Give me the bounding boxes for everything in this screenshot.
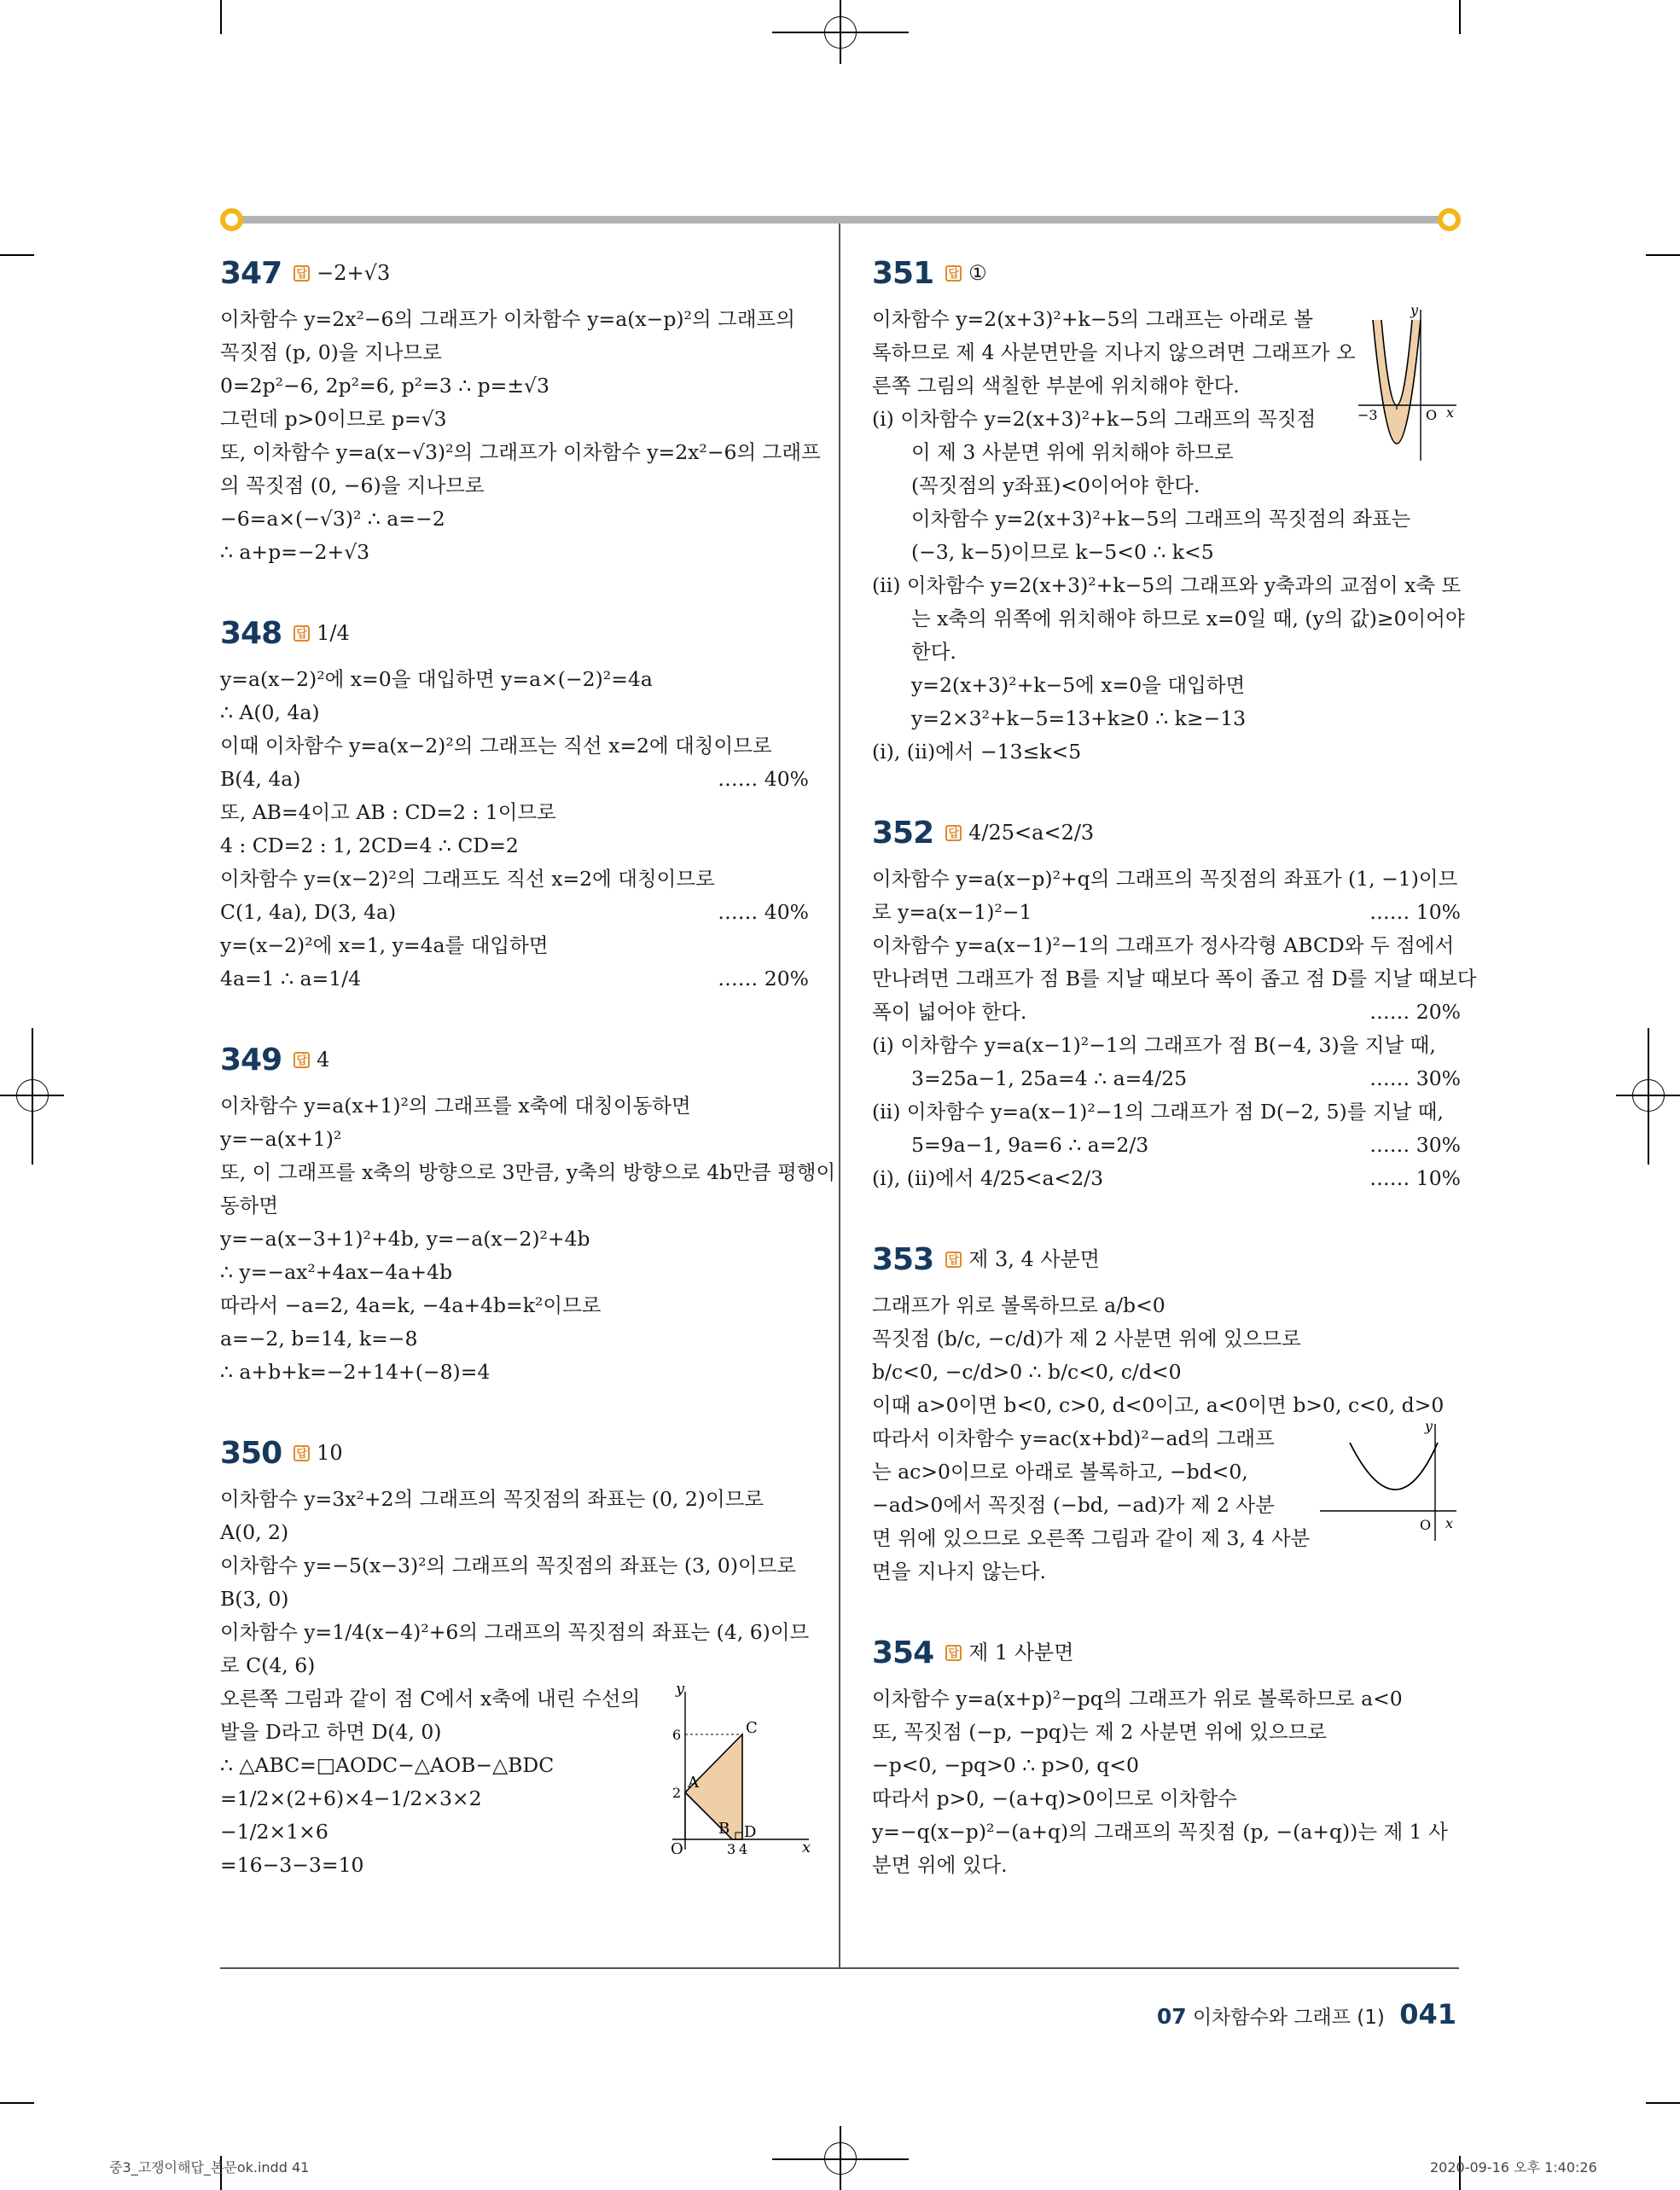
solution-line	[872, 1749, 1461, 1782]
registration-mark	[824, 16, 857, 49]
problem-347	[220, 252, 821, 569]
score-percent: …… 30%	[1369, 1066, 1461, 1090]
solution-line	[872, 1062, 1461, 1095]
crop-mark	[0, 254, 34, 256]
line-text: 이차함수 y=3x²+2의 그래프의 꼭짓점의 좌표는 (0, 2)이므로	[220, 1487, 764, 1511]
solution-line	[220, 336, 809, 369]
solution-line	[220, 1649, 809, 1682]
crop-mark	[1646, 2102, 1680, 2104]
problem-number: 350	[220, 1435, 282, 1471]
solution-line	[872, 929, 1461, 962]
fig-label: O	[1426, 407, 1438, 423]
line-text: 는 ac>0이므로 아래로 볼록하고, −bd<0,	[872, 1460, 1248, 1484]
line-text: 이차함수 y=(x−2)²의 그래프도 직선 x=2에 대칭이므로	[220, 867, 715, 891]
solution	[220, 1089, 836, 1389]
line-text: 한다.	[911, 640, 956, 664]
solution-line	[872, 1782, 1461, 1815]
line-text: 이때 이차함수 y=a(x−2)²의 그래프는 직선 x=2에 대칭이므로	[220, 734, 772, 758]
solution-line	[872, 1289, 1461, 1322]
answer: 4/25<a<2/3	[968, 820, 1095, 845]
fig-label: O	[1420, 1517, 1432, 1533]
solution	[872, 863, 1477, 1195]
score-percent: …… 20%	[1369, 1000, 1461, 1024]
solution-line	[220, 829, 809, 863]
problem-number: 353	[872, 1241, 934, 1277]
line-text: =1/2×(2+6)×4−1/2×3×2	[220, 1786, 482, 1810]
line-text: ∴ △ABC=□AODC−△AOB−△BDC	[220, 1753, 555, 1777]
parabola-figure	[1316, 1417, 1461, 1545]
bottom-rule	[220, 1967, 1459, 1969]
solution-line	[872, 1849, 1461, 1882]
problem-number: 354	[872, 1635, 934, 1670]
problem-number: 349	[220, 1042, 282, 1078]
line-text: (i), (ii)에서 4/25<a<2/3	[872, 1166, 1104, 1190]
line-text: 이차함수 y=a(x−1)²−1의 그래프가 정사각형 ABCD와 두 점에서	[872, 933, 1455, 957]
fig-label: x	[1445, 1515, 1454, 1531]
fig-label: 4	[739, 1841, 748, 1854]
solution-line	[872, 896, 1461, 929]
page-footer	[1157, 1998, 1456, 2030]
slug-file: 중3_고쟁이해답_본문ok.indd 41	[109, 2159, 310, 2175]
answer: 10	[317, 1440, 343, 1465]
line-text: −ad>0에서 꼭짓점 (−bd, −ad)가 제 2 사분	[872, 1493, 1275, 1517]
score-percent: …… 30%	[1369, 1133, 1461, 1157]
answer-icon: 답	[294, 1445, 310, 1461]
score-percent: …… 20%	[718, 967, 809, 990]
problem-348	[220, 612, 809, 996]
chapter-number: 07	[1156, 2004, 1187, 2029]
fig-label: 3	[727, 1841, 736, 1854]
solution-line	[220, 696, 809, 729]
score-percent: …… 10%	[1369, 900, 1461, 924]
page-number: 041	[1399, 1998, 1456, 2030]
line-text: ∴ a+p=−2+√3	[220, 540, 370, 564]
line-text: y=(x−2)²에 x=1, y=4a를 대입하면	[220, 933, 549, 957]
solution-line	[872, 996, 1461, 1029]
line-text: 른쪽 그림의 색칠한 부분에 위치해야 한다.	[872, 374, 1240, 398]
problem-number: 352	[872, 815, 934, 851]
line-text: 오른쪽 그림과 같이 점 C에서 x축에 내린 수선의	[220, 1687, 641, 1711]
line-text: =16−3−3=10	[220, 1853, 364, 1877]
solution-line	[220, 962, 809, 996]
line-text: 4a=1 ∴ a=1/4	[220, 967, 362, 990]
line-text: 3=25a−1, 25a=4 ∴ a=4/25	[911, 1066, 1188, 1090]
solution-line	[872, 1555, 1461, 1589]
line-text: 또, 꼭짓점 (−p, −pq)는 제 2 사분면 위에 있으므로	[872, 1720, 1328, 1744]
score-percent: …… 40%	[718, 900, 809, 924]
solution-line	[220, 1256, 809, 1289]
line-text: 그런데 p>0이므로 p=√3	[220, 407, 447, 431]
answer-icon: 답	[294, 265, 310, 282]
solution-line	[872, 1356, 1461, 1389]
problem-349	[220, 1038, 836, 1389]
line-text: 분면 위에 있다.	[872, 1853, 1008, 1877]
solution-line	[220, 863, 809, 896]
line-text: y=a(x−2)²에 x=0을 대입하면 y=a×(−2)²=4a	[220, 667, 653, 691]
line-text: 면 위에 있으므로 오른쪽 그림과 같이 제 3, 4 사분	[872, 1526, 1311, 1550]
line-text: C(1, 4a), D(3, 4a)	[220, 900, 397, 924]
chapter-title: 이차함수와 그래프 (1)	[1192, 2007, 1385, 2029]
answer-icon: 답	[945, 1645, 962, 1661]
fig-label: x	[802, 1839, 811, 1854]
problem-number: 351	[872, 255, 934, 291]
line-text: 따라서 이차함수 y=ac(x+bd)²−ad의 그래프	[872, 1426, 1275, 1450]
triangle-figure	[664, 1683, 817, 1854]
solution-line	[872, 669, 1461, 702]
solution-line	[220, 1483, 809, 1516]
slug-date: 2020-09-16 오후 1:40:26	[1430, 2159, 1597, 2175]
line-text: 이차함수 y=2x²−6의 그래프가 이차함수 y=a(x−p)²의 그래프의	[220, 307, 795, 331]
solution-line	[220, 896, 809, 929]
line-text: y=2(x+3)²+k−5에 x=0을 대입하면	[911, 673, 1246, 697]
line-text: 이차함수 y=−5(x−3)²의 그래프의 꼭짓점의 좌표는 (3, 0)이므로	[220, 1554, 797, 1577]
problem-354	[872, 1631, 1461, 1882]
answer-icon: 답	[294, 1052, 310, 1068]
solution-line	[220, 763, 809, 796]
crop-mark	[1646, 254, 1680, 256]
solution-line	[872, 1029, 1461, 1062]
line-text: 따라서 −a=2, 4a=k, −4a+4b=k²이므로	[220, 1293, 602, 1317]
line-text: 이차함수 y=a(x−p)²+q의 그래프의 꼭짓점의 좌표가 (1, −1)이므	[872, 867, 1458, 891]
solution-line	[220, 1123, 809, 1156]
fig-label: y	[1425, 1418, 1433, 1434]
solution-line	[220, 536, 809, 569]
registration-mark	[16, 1079, 49, 1112]
answer: 4	[317, 1047, 330, 1072]
line-text: 또, AB=4이고 AB : CD=2 : 1이므로	[220, 800, 556, 824]
fig-label: 2	[672, 1785, 682, 1801]
problem-number: 348	[220, 615, 282, 651]
crop-mark	[0, 2102, 34, 2104]
solution-line	[872, 735, 1461, 769]
fig-label: C	[746, 1719, 758, 1737]
line-text: (−3, k−5)이므로 k−5<0 ∴ k<5	[911, 540, 1214, 564]
answer: 1/4	[317, 620, 350, 645]
solution-line	[220, 1089, 809, 1123]
solution	[220, 663, 809, 996]
fig-label: −3	[1357, 407, 1378, 423]
solution-line	[872, 1095, 1461, 1129]
fig-label: x	[1446, 404, 1455, 421]
solution-line	[220, 303, 809, 336]
header-bar	[229, 216, 1449, 224]
solution-line	[220, 436, 821, 469]
registration-mark	[824, 2142, 857, 2175]
fig-label: O	[671, 1840, 683, 1854]
line-text: 또, 이차함수 y=a(x−√3)²의 그래프가 이차함수 y=2x²−6의 그래프	[220, 440, 821, 464]
left-column	[220, 252, 836, 1925]
line-text: 만나려면 그래프가 점 B를 지날 때보다 폭이 좁고 점 D를 지날 때보다	[872, 967, 1477, 990]
solution-line	[220, 469, 809, 502]
fig-label: y	[676, 1683, 685, 1698]
column-divider	[839, 224, 840, 1968]
parabola-region-figure	[1354, 303, 1461, 465]
solution-line	[220, 1189, 809, 1223]
crop-mark	[220, 0, 222, 34]
line-text: y=2×3²+k−5=13+k≥0 ∴ k≥−13	[911, 706, 1247, 730]
solution-line	[220, 1322, 809, 1356]
line-text: 로 y=a(x−1)²−1	[872, 900, 1032, 924]
problem-351	[872, 252, 1465, 769]
line-text: 동하면	[220, 1194, 279, 1217]
solution-line	[872, 1815, 1461, 1849]
line-text: a=−2, b=14, k=−8	[220, 1327, 418, 1351]
solution-line	[872, 1129, 1461, 1162]
answer-icon: 답	[945, 265, 962, 282]
score-percent: …… 40%	[718, 767, 809, 791]
fig-label: y	[1410, 303, 1419, 318]
problem-353	[872, 1238, 1461, 1589]
line-text: 이차함수 y=2(x+3)²+k−5의 그래프는 아래로 볼	[872, 307, 1314, 331]
line-text: b/c<0, −c/d>0 ∴ b/c<0, c/d<0	[872, 1360, 1182, 1384]
line-text: A(0, 2)	[220, 1520, 289, 1544]
line-text: 는 x축의 위쪽에 위치해야 하므로 x=0일 때, (y의 값)≥0이어야	[911, 607, 1465, 630]
solution-line	[872, 536, 1461, 569]
line-text: 이차함수 y=2(x+3)²+k−5의 그래프의 꼭짓점의 좌표는	[911, 507, 1411, 531]
line-text: −1/2×1×6	[220, 1820, 328, 1844]
line-text: 로 C(4, 6)	[220, 1653, 316, 1677]
solution-line	[872, 1162, 1461, 1195]
line-text: (i) 이차함수 y=2(x+3)²+k−5의 그래프의 꼭짓점	[872, 407, 1317, 431]
line-text: −6=a×(−√3)² ∴ a=−2	[220, 507, 445, 531]
solution-line	[872, 1322, 1461, 1356]
line-text: 이차함수 y=a(x+1)²의 그래프를 x축에 대칭이동하면	[220, 1094, 691, 1118]
score-percent: …… 10%	[1369, 1166, 1461, 1190]
line-text: 5=9a−1, 9a=6 ∴ a=2/3	[911, 1133, 1149, 1157]
answer: ①	[968, 260, 987, 285]
solution-line	[872, 502, 1461, 536]
answer: 제 3, 4 사분면	[968, 1246, 1100, 1271]
solution-line	[220, 1583, 809, 1616]
line-text: ∴ y=−ax²+4ax−4a+4b	[220, 1260, 453, 1284]
solution-line	[872, 962, 1477, 996]
answer-icon: 답	[945, 825, 962, 841]
solution-line	[220, 663, 809, 696]
header-dot-left	[220, 208, 243, 231]
line-text: 꼭짓점 (p, 0)을 지나므로	[220, 340, 442, 364]
line-text: 이 제 3 사분면 위에 위치해야 하므로	[911, 440, 1234, 464]
line-text: ∴ A(0, 4a)	[220, 700, 320, 724]
line-text: −p<0, −pq>0 ∴ p>0, q<0	[872, 1753, 1139, 1777]
line-text: 록하므로 제 4 사분면만을 지나지 않으려면 그래프가 오	[872, 340, 1356, 364]
line-text: y=−a(x+1)²	[220, 1127, 342, 1151]
line-text: 꼭짓점 (b/c, −c/d)가 제 2 사분면 위에 있으므로	[872, 1327, 1301, 1351]
line-text: (ii) 이차함수 y=2(x+3)²+k−5의 그래프와 y축과의 교점이 x축 또	[872, 573, 1462, 597]
solution-line	[220, 502, 809, 536]
solution-line	[220, 403, 809, 436]
line-text: 이차함수 y=1/4(x−4)²+6의 그래프의 꼭짓점의 좌표는 (4, 6)이므	[220, 1620, 810, 1644]
problem-350	[220, 1432, 809, 1882]
solution-line	[872, 569, 1461, 602]
line-text: (i), (ii)에서 −13≤k<5	[872, 740, 1082, 764]
line-text: y=−a(x−3+1)²+4b, y=−a(x−2)²+4b	[220, 1227, 590, 1251]
solution-line	[872, 602, 1465, 636]
line-text: 4 : CD=2 : 1, 2CD=4 ∴ CD=2	[220, 834, 519, 857]
line-text: 그래프가 위로 볼록하므로 a/b<0	[872, 1293, 1166, 1317]
line-text: B(4, 4a)	[220, 767, 301, 791]
solution-line	[220, 1223, 809, 1256]
solution-line	[872, 863, 1461, 896]
problem-352	[872, 811, 1477, 1195]
solution-line	[220, 1549, 809, 1583]
solution-line	[220, 729, 809, 763]
solution-line	[220, 1516, 809, 1549]
solution-line	[220, 369, 809, 403]
line-text: 이때 a>0이면 b<0, c>0, d<0이고, a<0이면 b>0, c<0, d>0	[872, 1393, 1445, 1417]
right-column	[872, 252, 1477, 1925]
solution-line	[220, 929, 809, 962]
solution-line	[220, 1156, 836, 1189]
problem-number: 347	[220, 255, 282, 291]
solution-line	[220, 1616, 809, 1649]
crop-mark	[1459, 0, 1461, 34]
line-text: 0=2p²−6, 2p²=6, p²=3 ∴ p=±√3	[220, 374, 549, 398]
line-text: 또, 이 그래프를 x축의 방향으로 3만큼, y축의 방향으로 4b만큼 평행이	[220, 1160, 836, 1184]
header-dot-right	[1438, 208, 1461, 231]
registration-mark	[1632, 1079, 1665, 1112]
solution-line	[872, 1682, 1461, 1716]
line-text: (꼭짓점의 y좌표)<0이어야 한다.	[911, 473, 1200, 497]
answer: 제 1 사분면	[968, 1640, 1074, 1664]
fig-label: 6	[672, 1727, 682, 1743]
solution-line	[220, 1356, 809, 1389]
line-text: (ii) 이차함수 y=a(x−1)²−1의 그래프가 점 D(−2, 5)를 지날 때,	[872, 1100, 1444, 1124]
line-text: 의 꼭짓점 (0, −6)을 지나므로	[220, 473, 485, 497]
solution	[872, 1682, 1461, 1882]
line-text: 폭이 넓어야 한다.	[872, 1000, 1027, 1024]
line-text: 이차함수 y=a(x+p)²−pq의 그래프가 위로 볼록하므로 a<0	[872, 1687, 1403, 1711]
fig-label: D	[744, 1823, 757, 1841]
answer: −2+√3	[317, 260, 391, 285]
line-text: 따라서 p>0, −(a+q)>0이므로 이차함수	[872, 1786, 1237, 1810]
solution-line	[220, 796, 809, 829]
solution-line	[872, 636, 1461, 669]
solution	[220, 303, 821, 569]
line-text: 발을 D라고 하면 D(4, 0)	[220, 1720, 442, 1744]
line-text: B(3, 0)	[220, 1587, 289, 1611]
line-text: y=−q(x−p)²−(a+q)의 그래프의 꼭짓점 (p, −(a+q))는 제 1 사	[872, 1820, 1448, 1844]
line-text: 면을 지나지 않는다.	[872, 1560, 1047, 1583]
line-text: ∴ a+b+k=−2+14+(−8)=4	[220, 1360, 491, 1384]
fig-label: B	[718, 1820, 730, 1838]
solution-line	[220, 1289, 809, 1322]
answer-icon: 답	[294, 625, 310, 642]
line-text: (i) 이차함수 y=a(x−1)²−1의 그래프가 점 B(−4, 3)을 지날 때,	[872, 1033, 1436, 1057]
solution-line	[872, 469, 1461, 502]
solution-line	[872, 1716, 1461, 1749]
solution-line	[872, 702, 1461, 735]
fig-label: A	[688, 1774, 699, 1792]
answer-icon: 답	[945, 1252, 962, 1268]
